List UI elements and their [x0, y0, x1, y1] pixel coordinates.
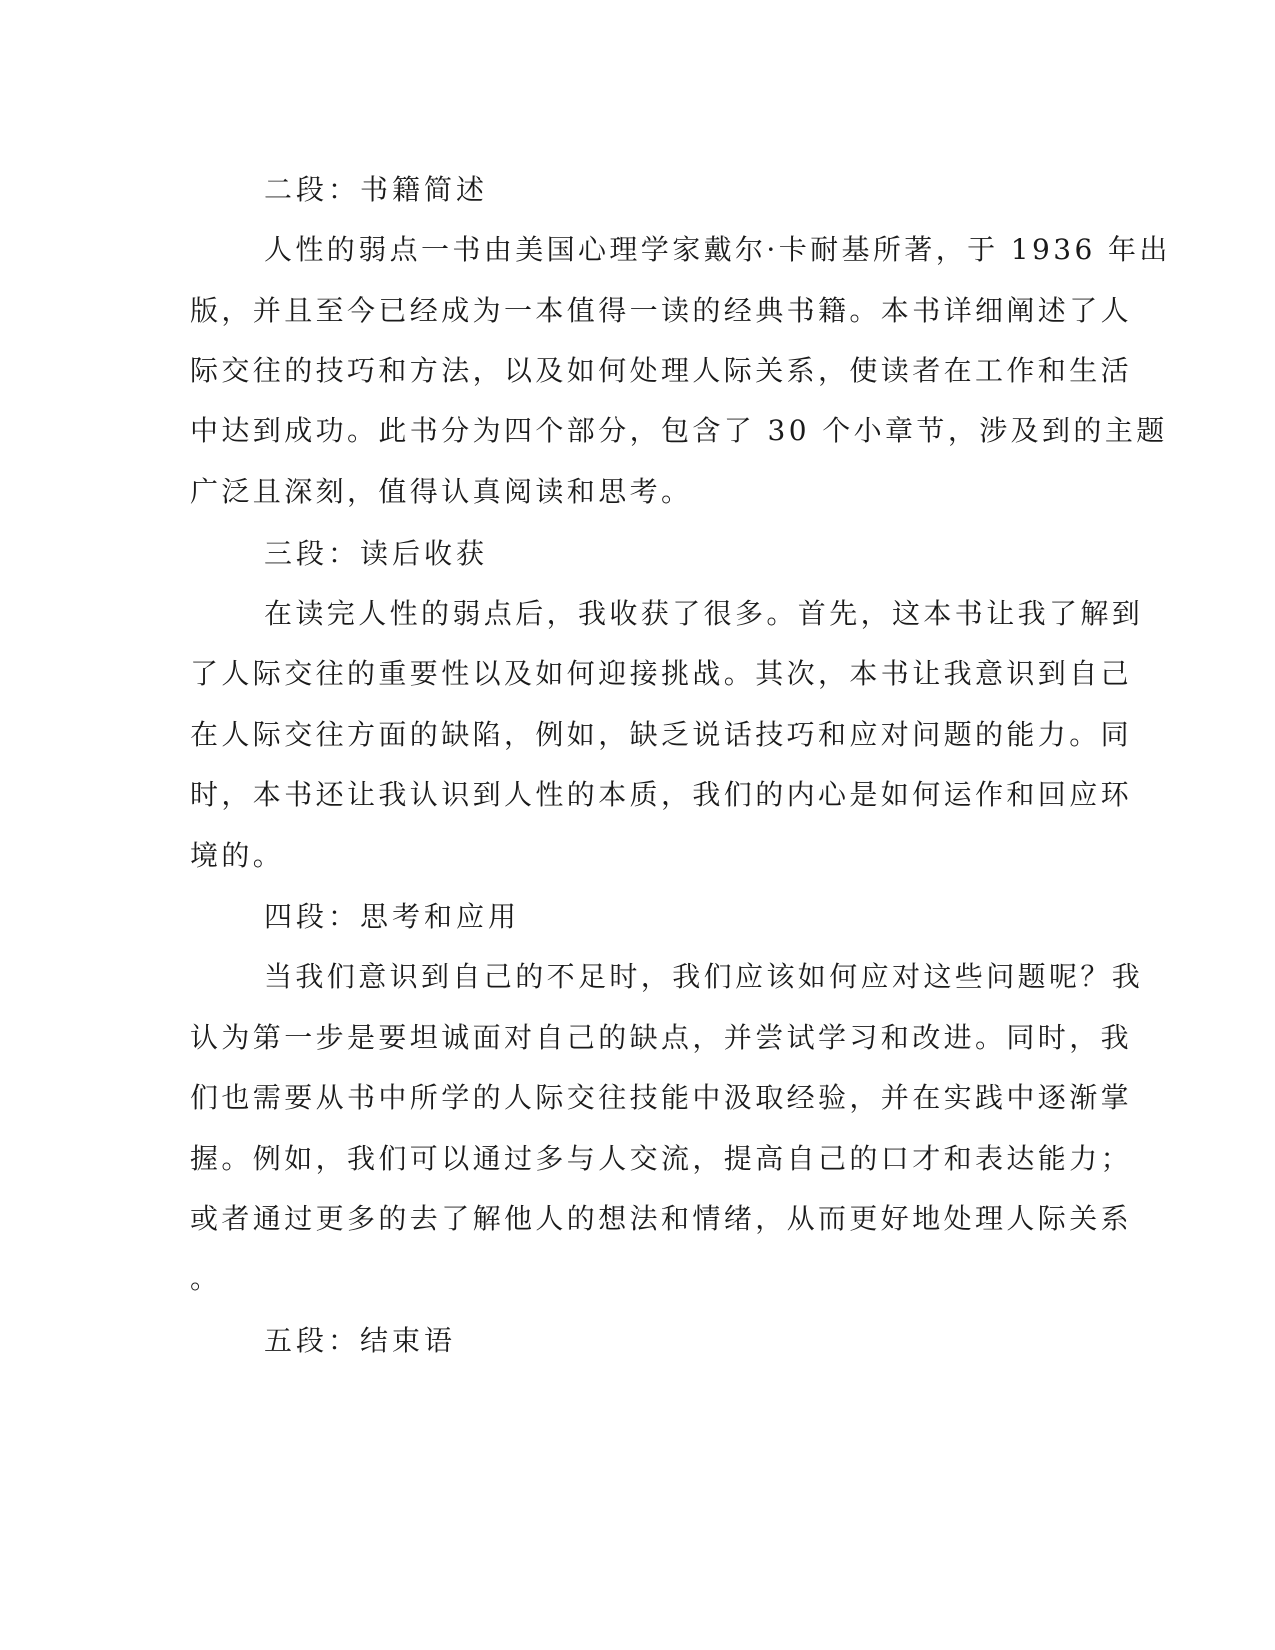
paragraph-line: 了人际交往的重要性以及如何迎接挑战。其次，本书让我意识到自己 — [190, 657, 1133, 690]
section-heading-3: 三段：读后收获 — [264, 537, 489, 570]
paragraph-line: 或者通过更多的去了解他人的想法和情绪，从而更好地处理人际关系 — [190, 1202, 1133, 1235]
paragraph-line: 境的。 — [190, 839, 285, 872]
paragraph-line: 版，并且至今已经成为一本值得一读的经典书籍。本书详细阐述了人 — [190, 294, 1133, 327]
section-heading-5: 五段：结束语 — [264, 1324, 457, 1357]
paragraph-line: 握。例如，我们可以通过多与人交流，提高自己的口才和表达能力； — [190, 1142, 1133, 1175]
paragraph-line: 人性的弱点一书由美国心理学家戴尔·卡耐基所著，于 1936 年出 — [264, 233, 1171, 266]
paragraph-line: 在人际交往方面的缺陷，例如，缺乏说话技巧和应对问题的能力。同 — [190, 718, 1133, 751]
paragraph-line: 在读完人性的弱点后，我收获了很多。首先，这本书让我了解到 — [264, 597, 1144, 630]
paragraph-line: 当我们意识到自己的不足时，我们应该如何应对这些问题呢？我 — [264, 960, 1144, 993]
paragraph-line: 。 — [190, 1262, 222, 1295]
paragraph-line: 时，本书还让我认识到人性的本质，我们的内心是如何运作和回应环 — [190, 778, 1133, 811]
section-heading-4: 四段：思考和应用 — [264, 900, 521, 933]
paragraph-line: 广泛且深刻，值得认真阅读和思考。 — [190, 475, 693, 508]
paragraph-line: 中达到成功。此书分为四个部分，包含了 30 个小章节，涉及到的主题 — [190, 414, 1168, 447]
paragraph-line: 认为第一步是要坦诚面对自己的缺点，并尝试学习和改进。同时，我 — [190, 1021, 1133, 1054]
paragraph-line: 们也需要从书中所学的人际交往技能中汲取经验，并在实践中逐渐掌 — [190, 1081, 1133, 1114]
section-heading-2: 二段：书籍简述 — [264, 173, 489, 206]
paragraph-line: 际交往的技巧和方法，以及如何处理人际关系，使读者在工作和生活 — [190, 354, 1133, 387]
